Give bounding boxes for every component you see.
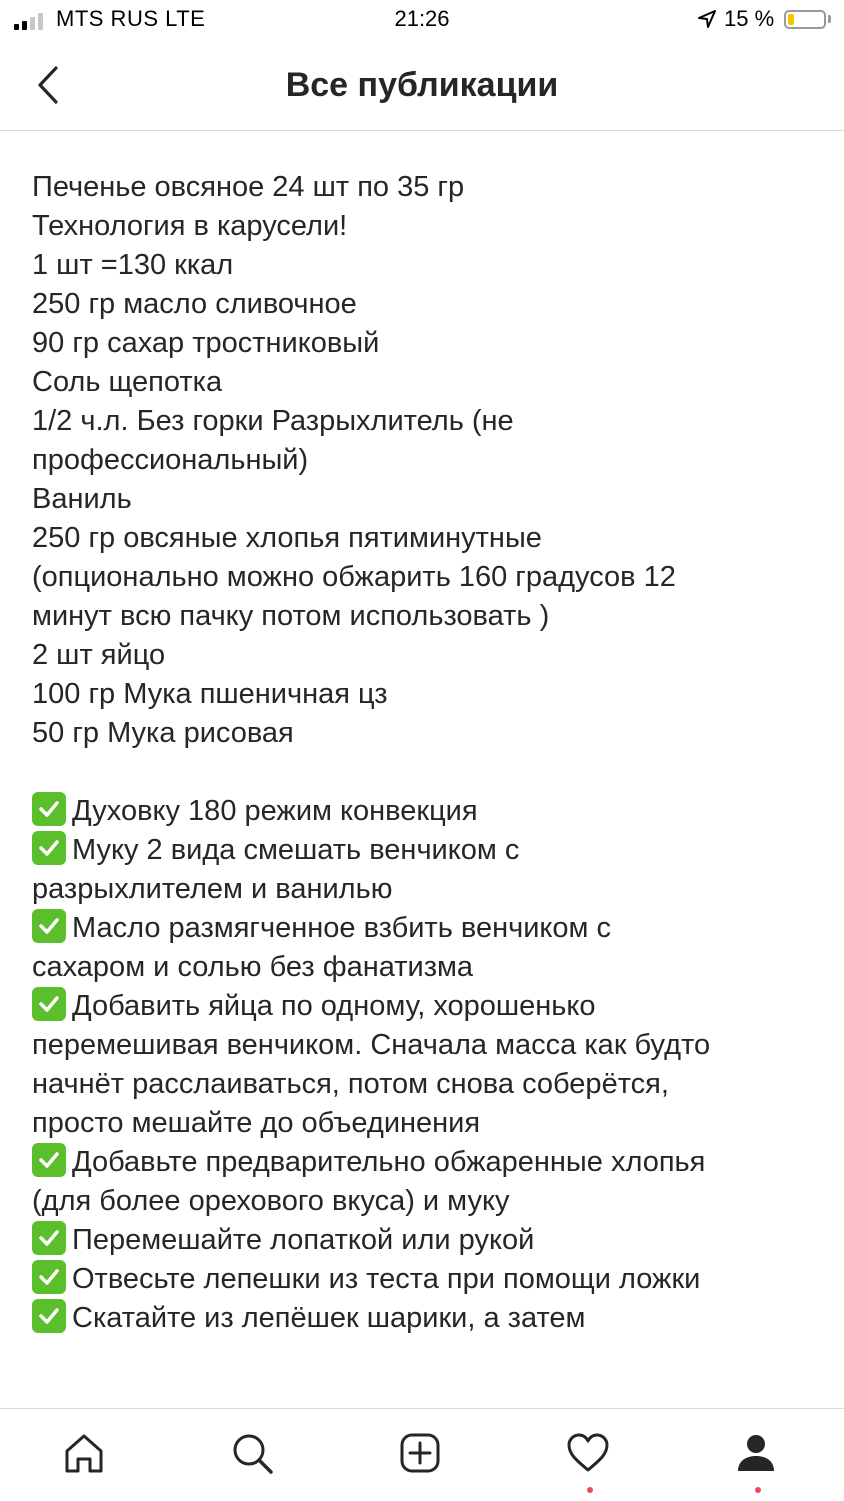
battery-percent: 15 % [724, 6, 775, 31]
caption-line: перемешивая венчиком. Сначала масса как будто [32, 1029, 711, 1061]
nav-header [0, 40, 844, 131]
check-mark-button-icon [32, 1299, 66, 1333]
bottom-tab-bar [0, 1408, 844, 1501]
post-caption [32, 168, 832, 1338]
check-mark-button-icon [32, 831, 66, 865]
caption-line: 250 гр масло сливочное [32, 288, 357, 320]
carrier-name: MTS RUS LTE [56, 6, 206, 31]
caption-step-line [32, 1143, 832, 1182]
caption-line: минут всю пачку потом использовать ) [32, 600, 550, 632]
caption-line: 100 гр Мука пшеничная цз [32, 678, 388, 710]
status-bar [0, 0, 844, 40]
home-icon [62, 1431, 106, 1475]
caption-step-text: Муку 2 вида смешать венчиком с [72, 834, 520, 866]
tab-search[interactable] [222, 1423, 282, 1483]
caption-step-text: Отвесьте лепешки из теста при помощи ложки [72, 1263, 701, 1295]
caption-step-text: Масло размягченное взбить венчиком с [72, 912, 612, 944]
caption-line: Соль щепотка [32, 366, 223, 398]
caption-line: (опционально можно обжарить 160 градусов 12 [32, 561, 676, 593]
activity-notification-dot [587, 1487, 593, 1493]
tab-home[interactable] [54, 1423, 114, 1483]
caption-line: 50 гр Мука рисовая [32, 717, 294, 749]
caption-line: 90 гр сахар тростниковый [32, 327, 380, 359]
check-mark-button-icon [32, 1143, 66, 1177]
tab-new-post[interactable] [390, 1423, 450, 1483]
check-mark-button-icon [32, 792, 66, 826]
search-icon [230, 1431, 274, 1475]
caption-line: начнёт расслаиваться, потом снова соберётся, [32, 1068, 669, 1100]
new-post-icon [398, 1431, 442, 1475]
battery-tip [828, 15, 831, 23]
caption-line: 2 шт яйцо [32, 639, 166, 671]
heart-icon [566, 1431, 610, 1475]
caption-step-line [32, 909, 832, 948]
battery-icon [784, 10, 826, 29]
caption-step-line [32, 987, 832, 1026]
caption-step-text: Добавить яйца по одному, хорошенько [72, 990, 596, 1022]
caption-line: разрыхлителем и ванилью [32, 873, 393, 905]
location-arrow-icon [697, 9, 717, 29]
caption-blank-line [32, 753, 832, 792]
caption-step-text: Добавьте предварительно обжаренные хлопья [72, 1146, 706, 1178]
caption-line: Печенье овсяное 24 шт по 35 гр [32, 171, 465, 203]
caption-line: профессиональный) [32, 444, 309, 476]
caption-line: просто мешайте до объединения [32, 1107, 481, 1139]
tab-profile[interactable] [726, 1423, 786, 1483]
caption-step-line [32, 792, 832, 831]
tab-activity[interactable] [558, 1423, 618, 1483]
profile-icon [734, 1431, 778, 1475]
caption-step-line [32, 1221, 832, 1260]
caption-line: Технология в карусели! [32, 210, 348, 242]
caption-step-line [32, 1299, 832, 1338]
caption-line: сахаром и солью без фанатизма [32, 951, 474, 983]
caption-line: 250 гр овсяные хлопья пятиминутные [32, 522, 542, 554]
caption-step-line [32, 831, 832, 870]
caption-line: Ваниль [32, 483, 132, 515]
check-mark-button-icon [32, 1260, 66, 1294]
caption-line: 1/2 ч.л. Без горки Разрыхлитель (не [32, 405, 514, 437]
caption-step-text: Духовку 180 режим конвекция [72, 795, 478, 827]
status-time: 21:26 [394, 6, 450, 31]
profile-notification-dot [755, 1487, 761, 1493]
caption-line: 1 шт =130 ккал [32, 249, 234, 281]
caption-step-text: Скатайте из лепёшек шарики, а затем [72, 1302, 586, 1334]
check-mark-button-icon [32, 1221, 66, 1255]
caption-step-line [32, 1260, 832, 1299]
caption-line: (для более орехового вкуса) и муку [32, 1185, 510, 1217]
check-mark-button-icon [32, 987, 66, 1021]
caption-step-text: Перемешайте лопаткой или рукой [72, 1224, 535, 1256]
page-title: Все публикации [285, 66, 559, 104]
check-mark-button-icon [32, 909, 66, 943]
